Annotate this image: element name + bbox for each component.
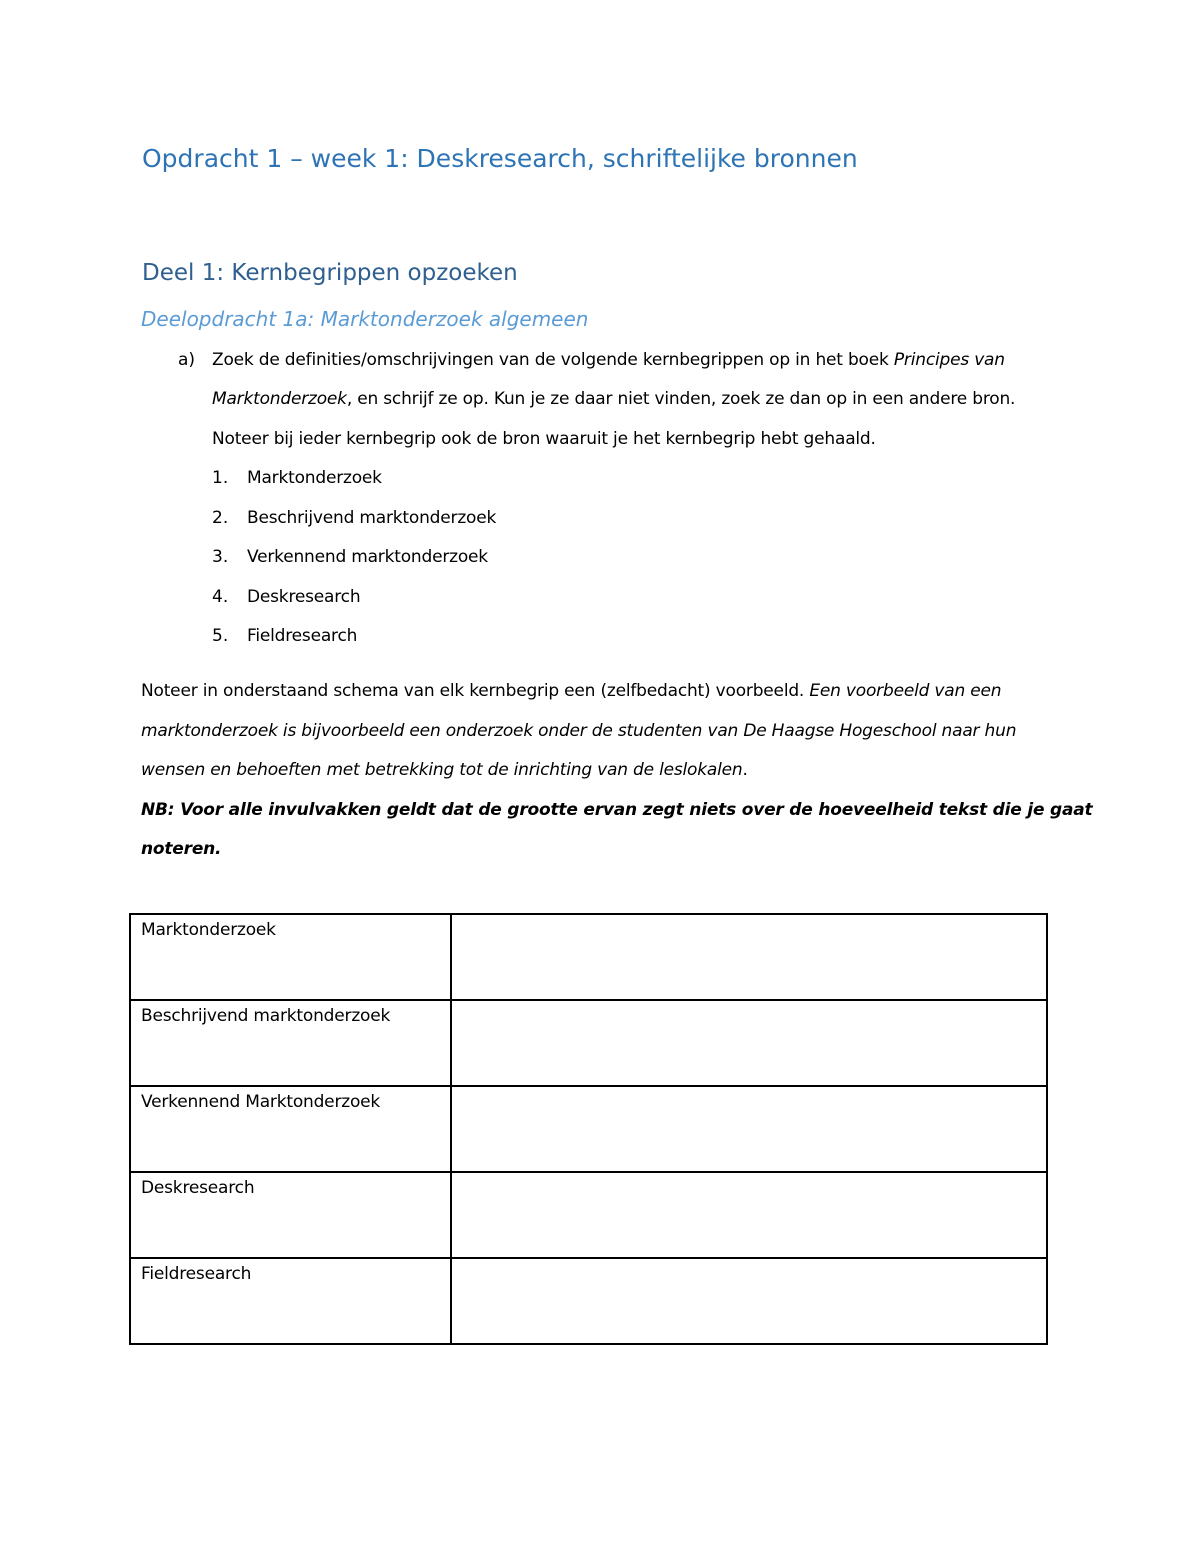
example-text-start: Een voorbeeld van een <box>809 681 1002 701</box>
task-line-2 <box>212 388 1015 410</box>
list-item-number: 1. <box>212 468 229 488</box>
term-cell: Verkennend Marktonderzoek <box>130 1086 451 1172</box>
task-line-3: Noteer bij ieder kernbegrip ook de bron waaruit je het kernbegrip hebt gehaald. <box>212 429 876 449</box>
list-item: Verkennend marktonderzoek <box>247 547 488 567</box>
document-title: Opdracht 1 – week 1: Deskresearch, schriftelijke bronnen <box>142 144 858 173</box>
note-line-1: NB: Voor alle invulvakken geldt dat de grootte ervan zegt niets over de hoeveelheid tekst die je gaat <box>141 800 1093 820</box>
table-row <box>130 1086 1047 1172</box>
example-text-end: wensen en behoeften met betrekking tot de inrichting van de leslokalen <box>141 760 743 780</box>
book-title-part-1: Principes van <box>893 350 1005 370</box>
list-item-number: 3. <box>212 547 229 567</box>
instruction-period: . <box>742 760 748 780</box>
answer-cell[interactable] <box>451 1258 1047 1344</box>
table-row <box>130 1258 1047 1344</box>
note-line-2: noteren. <box>141 839 222 859</box>
answer-cell[interactable] <box>451 914 1047 1000</box>
instruction-text: Noteer in onderstaand schema van elk kernbegrip een (zelfbedacht) voorbeeld. <box>141 681 810 701</box>
list-item-number: 2. <box>212 508 229 528</box>
section-heading: Deel 1: Kernbegrippen opzoeken <box>142 260 518 286</box>
list-item: Deskresearch <box>247 587 361 607</box>
list-item-number: 4. <box>212 587 229 607</box>
instruction-line-1 <box>141 680 1001 702</box>
list-item: Fieldresearch <box>247 626 358 646</box>
list-item-number: 5. <box>212 626 229 646</box>
book-title-part-2: Marktonderzoek <box>212 389 347 409</box>
task-line-1-text: Zoek de definities/omschrijvingen van de volgende kernbegrippen op in het boek <box>212 350 894 370</box>
term-cell: Deskresearch <box>130 1172 451 1258</box>
instruction-line-2: marktonderzoek is bijvoorbeeld een onderzoek onder de studenten van De Haagse Hogeschool naar hun <box>141 721 1017 741</box>
table-row <box>130 1000 1047 1086</box>
task-line-1 <box>212 349 1005 371</box>
terms-table <box>129 913 1048 1345</box>
table-row <box>130 1172 1047 1258</box>
task-line-2-text: , en schrijf ze op. Kun je ze daar niet vinden, zoek ze dan op in een andere bron. <box>346 389 1016 409</box>
term-cell: Fieldresearch <box>130 1258 451 1344</box>
task-marker: a) <box>178 350 196 370</box>
answer-cell[interactable] <box>451 1000 1047 1086</box>
term-cell: Beschrijvend marktonderzoek <box>130 1000 451 1086</box>
answer-cell[interactable] <box>451 1086 1047 1172</box>
list-item: Marktonderzoek <box>247 468 382 488</box>
table-row <box>130 914 1047 1000</box>
answer-cell[interactable] <box>451 1172 1047 1258</box>
instruction-line-3 <box>141 759 748 781</box>
list-item: Beschrijvend marktonderzoek <box>247 508 497 528</box>
section-subheading: Deelopdracht 1a: Marktonderzoek algemeen <box>141 307 589 331</box>
term-cell: Marktonderzoek <box>130 914 451 1000</box>
